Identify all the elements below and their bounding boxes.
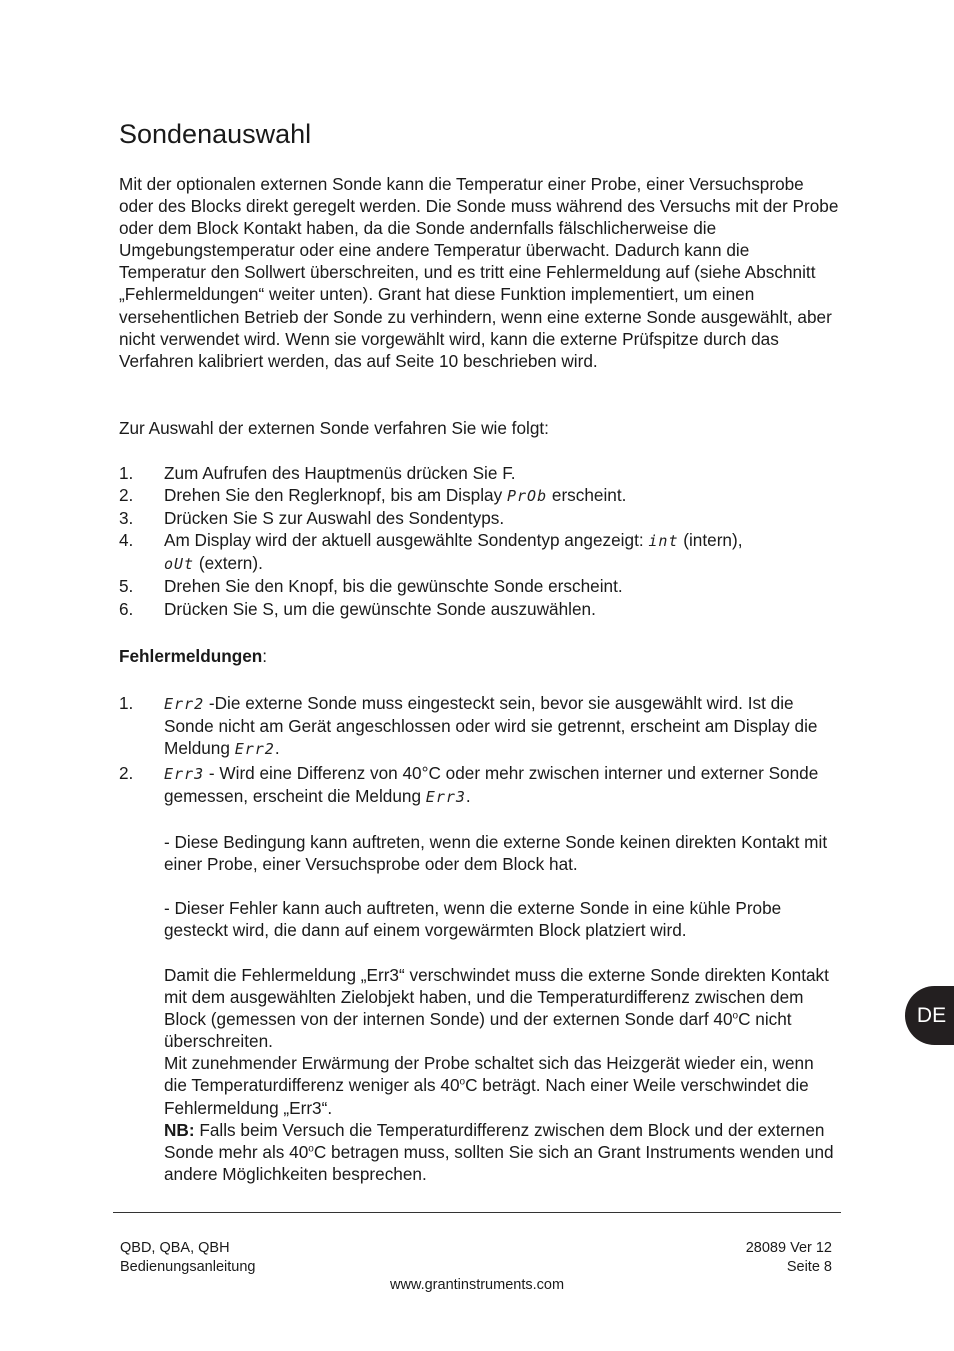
procedure-lead: Zur Auswahl der externen Sonde verfahren Sie wie folgt: <box>119 418 549 438</box>
footer-page-number: Seite 8 <box>786 1258 832 1275</box>
display-code: Err2 <box>234 740 275 759</box>
list-item: 2. Drehen Sie den Reglerknopf, bis am Display PrOb erscheint. <box>119 485 627 506</box>
condition-1: - Diese Bedingung kann auftreten, wenn die externe Sonde keinen direkten Kontakt mit einer Probe, einer Versuchsprobe oder dem Block hat. <box>164 832 828 875</box>
display-code: Err3 <box>425 788 466 807</box>
footer-url[interactable]: www.grantinstruments.com <box>389 1277 565 1293</box>
language-tab: DE <box>905 986 954 1045</box>
list-item: 1. Zum Aufrufen des Hauptmenüs drücken Sie F. <box>119 463 516 483</box>
procedure-steps <box>119 462 834 620</box>
errors-heading: Fehlermeldungen: <box>119 646 268 666</box>
resolution-paragraph: Damit die Fehlermeldung „Err3“ verschwindet muss die externe Sonde direkten Kontakt mit dem ausgewählten Zielobjekt haben, und die Temperaturdifferenz zwischen dem Block (gemessen von der internen Sonde) und der externen Sonde darf 40$^o$C nicht überschreiten. <box>164 965 829 1052</box>
footer-models: QBD, QBA, QBH <box>120 1240 230 1256</box>
condition-2: - Dieser Fehler kann auch auftreten, wenn die externe Sonde in eine kühle Probe gesteckt wird, die dann auf einem vorgewärmten Block platziert wird. <box>164 898 782 941</box>
footer-left <box>120 1239 255 1276</box>
footer-doc-type: Bedienungsanleitung <box>120 1258 256 1275</box>
display-code: Err3 <box>164 765 205 784</box>
display-code: oUt <box>164 555 195 574</box>
list-item: 5. Drehen Sie den Knopf, bis die gewünschte Sonde erscheint. <box>119 576 623 597</box>
display-code: int <box>648 532 679 551</box>
list-item: 6. Drücken Sie S, um die gewünschte Sonde auszuwählen. <box>119 598 596 619</box>
page-title: Sondenauswahl <box>119 119 312 149</box>
resolution-text <box>164 964 839 1185</box>
list-item: 4. Am Display wird der aktuell ausgewählte Sondentyp angezeigt: int (intern), oUt (extern). <box>119 530 743 574</box>
nb-note: NB: Falls beim Versuch die Temperaturdifferenz zwischen dem Block und der externen Sonde mehr als 40$^o$C betragen muss, sollten Sie sich an Grant Instruments wenden und andere Möglichkeiten besprechen. <box>164 1119 834 1184</box>
footer-right <box>746 1239 832 1276</box>
list-item: 2. Err3 - Wird eine Differenz von 40°C oder mehr zwischen interner und externer Sonde gemessen, erscheint die Meldung Err3. <box>119 763 819 807</box>
intro-paragraph: Mit der optionalen externen Sonde kann die Temperatur einer Probe, einer Versuchsprobe oder des Blocks direkt geregelt werden. Die Sonde muss während des Versuchs mit der Probe oder dem Block Kontakt haben, da die Sonde andernfalls fälschlicherweise die Umgebungstemperatur oder eine andere Temperatur überwacht. Dadurch kann die Temperatur den Sollwert überschreiten, und es tritt eine Fehlermeldung auf (siehe Abschnitt „Fehlermeldungen“ weiter unten). Grant hat diese Funktion implementiert, um einen versehentlichen Betrieb der Sonde zu verhindern, wenn eine externe Sonde ausgewählt, aber nicht verwendet wird. Wenn sie vorgewählt wird, kann die externe Prüfspitze durch das Verfahren kalibriert werden, das auf Seite 10 beschrieben wird. <box>119 174 839 371</box>
display-code: Err2 <box>164 695 205 713</box>
footer-divider <box>113 1212 841 1213</box>
reheat-paragraph: Mit zunehmender Erwärmung der Probe schaltet sich das Heizgerät wieder ein, wenn die Temperaturdifferenz weniger als 40$^o$C beträgt. Nach einer Weile verschwindet die Fehlermeldung „Err3“. <box>164 1053 814 1118</box>
list-item: 3. Drücken Sie S zur Auswahl des Sondentyps. <box>119 508 505 529</box>
list-item: 1. Err2 -Die externe Sonde muss eingesteckt sein, bevor sie ausgewählt wird. Ist die Sonde nicht am Gerät angeschlossen oder wird sie getrennt, erscheint am Display die Meldung Err2. <box>119 693 818 759</box>
error-list <box>119 692 834 808</box>
display-code: PrOb <box>506 487 548 506</box>
footer-version: 28089 Ver 12 <box>745 1240 832 1256</box>
